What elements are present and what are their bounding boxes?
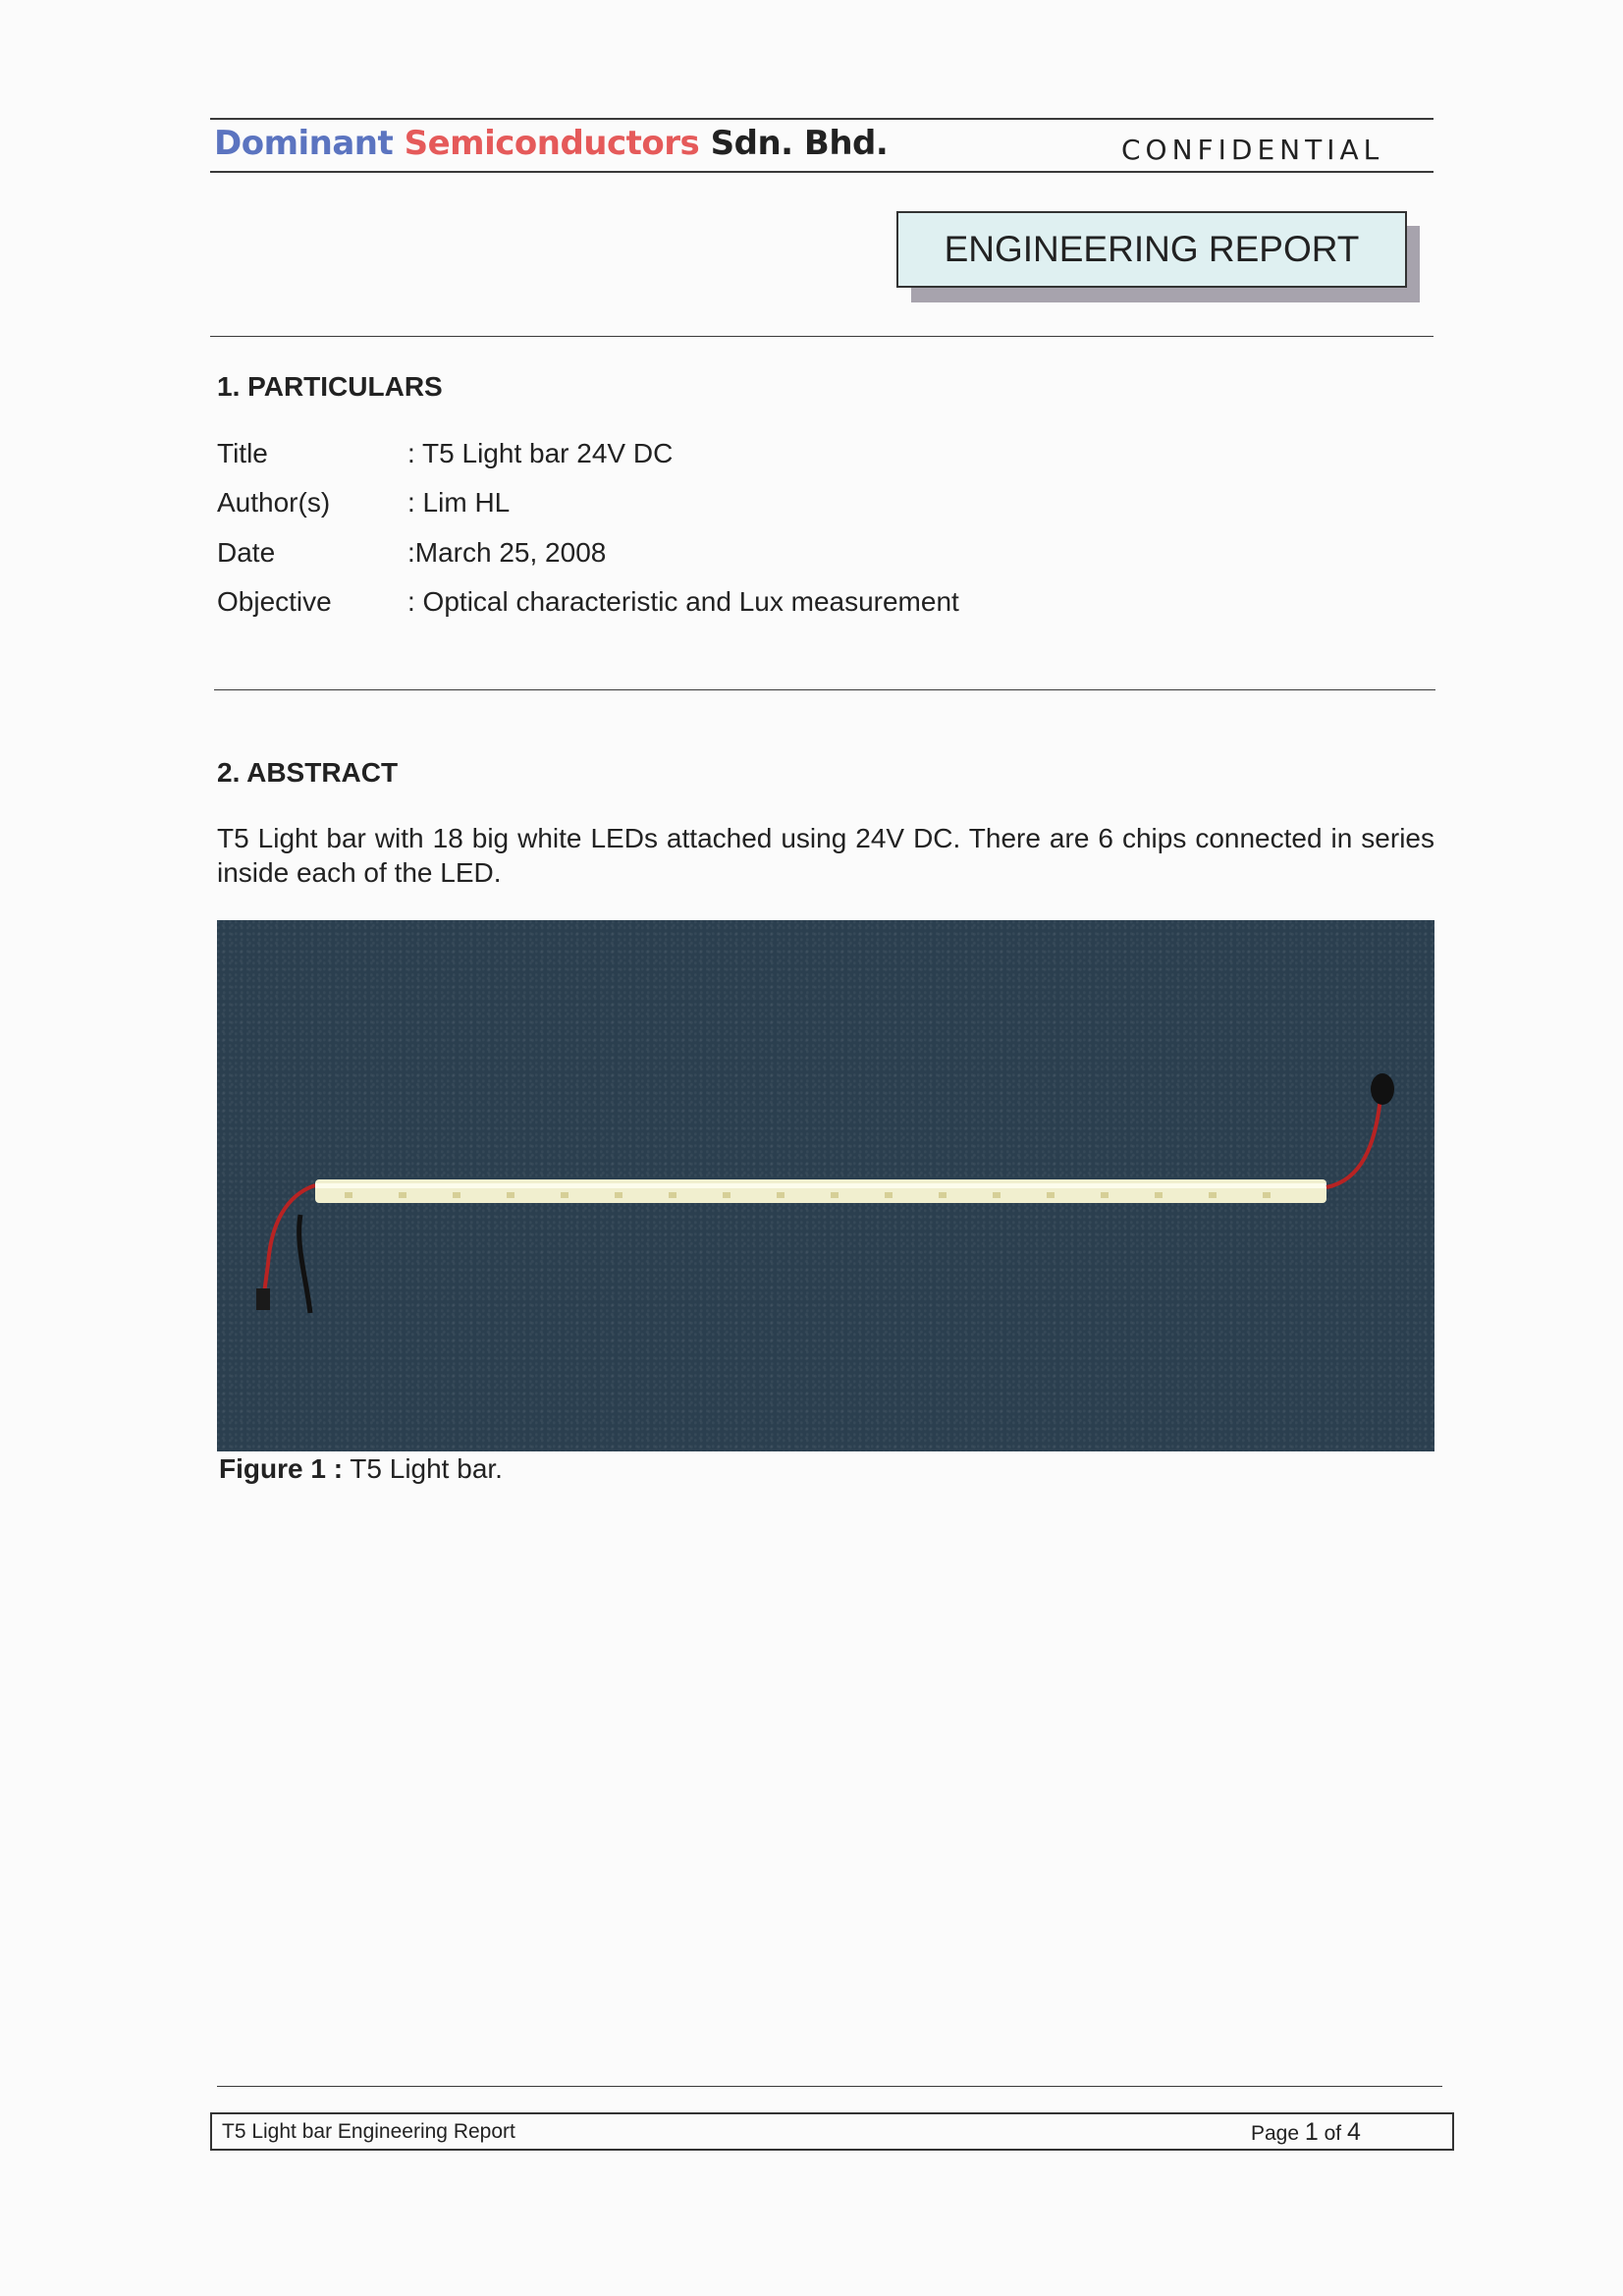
report-title-box — [896, 211, 1407, 288]
abstract-text: T5 Light bar with 18 big white LEDs attached using 24V DC. There are 6 chips connected in series inside each of the LED. — [217, 823, 1434, 888]
objective-label: Objective — [217, 586, 332, 617]
footer-page-number — [1251, 2118, 1361, 2147]
date-value: :March 25, 2008 — [407, 537, 607, 568]
footer-page-current: 1 — [1304, 2118, 1319, 2146]
section-divider-1 — [210, 336, 1434, 337]
footer-rule — [217, 2086, 1442, 2087]
abstract-heading: 2. ABSTRACT — [217, 757, 399, 788]
footer-report-name: T5 Light bar Engineering Report — [222, 2120, 515, 2143]
figure-caption-label: Figure 1 : — [219, 1453, 344, 1484]
company-name-dominant: Dominant — [214, 124, 394, 163]
authors-label: Author(s) — [217, 487, 331, 518]
footer-page-of: of — [1318, 2122, 1347, 2145]
header-bottom-rule — [210, 171, 1434, 173]
particulars-heading: 1. PARTICULARS — [217, 371, 443, 402]
company-name-semiconductors: Semiconductors — [404, 124, 700, 163]
header-top-rule — [210, 118, 1434, 120]
section-divider-2 — [214, 689, 1435, 690]
light-bar-highlight — [315, 1183, 1326, 1188]
company-name-suffix: Sdn. Bhd. — [710, 124, 889, 163]
figure-caption — [219, 1453, 503, 1485]
figure-caption-text: T5 Light bar. — [343, 1453, 503, 1484]
left-black-wire — [299, 1215, 310, 1313]
report-title: ENGINEERING REPORT — [944, 229, 1360, 269]
right-connector — [1371, 1073, 1394, 1105]
date-label: Date — [217, 537, 276, 568]
title-label: Title — [217, 438, 268, 468]
title-value: : T5 Light bar 24V DC — [407, 438, 674, 468]
light-bar-photo — [217, 920, 1434, 1451]
light-bar-illustration — [217, 920, 1434, 1451]
left-red-wire — [264, 1185, 315, 1293]
right-red-wire — [1326, 1097, 1380, 1187]
authors-value: : Lim HL — [407, 487, 511, 518]
left-connector — [256, 1288, 270, 1310]
objective-value: : Optical characteristic and Lux measurement — [407, 586, 959, 617]
footer-page-prefix: Page — [1251, 2122, 1305, 2145]
footer-page-total: 4 — [1346, 2118, 1361, 2146]
light-bar-tube — [315, 1179, 1326, 1203]
confidential-label: CONFIDENTIAL — [1121, 134, 1384, 166]
company-name — [214, 124, 888, 163]
